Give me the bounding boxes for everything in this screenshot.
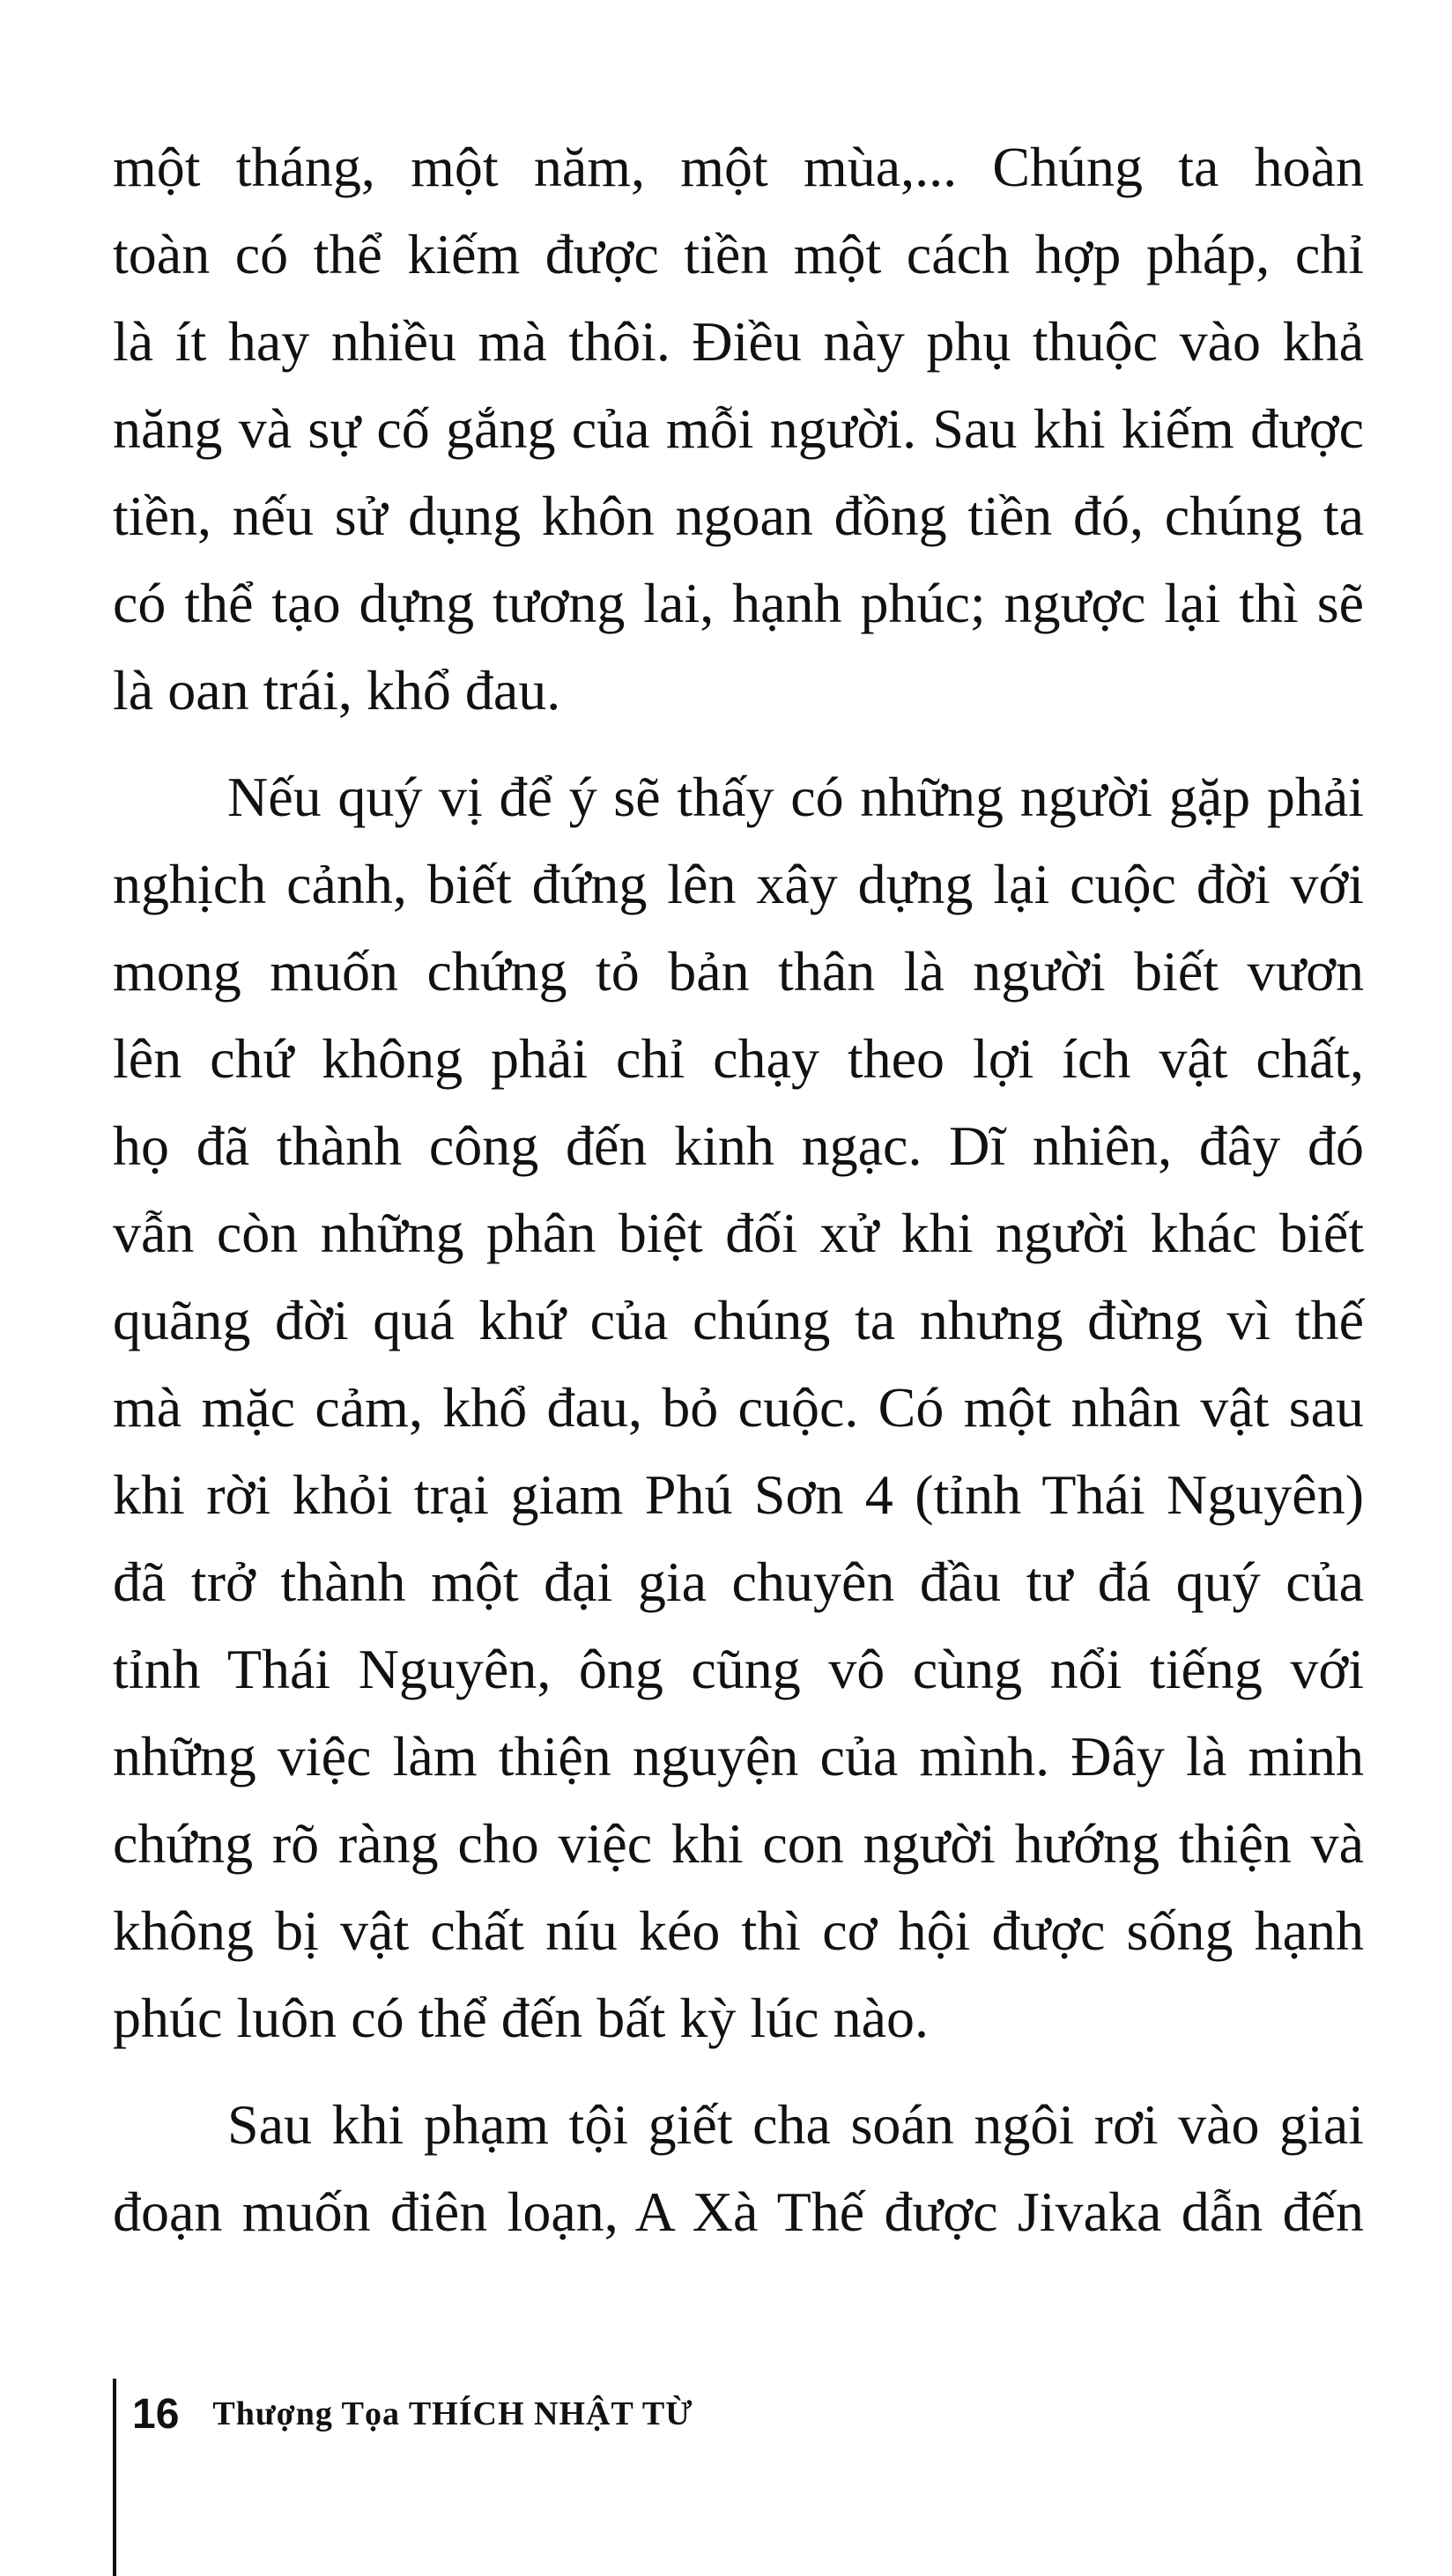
text-line: quãng đời quá khứ của chúng ta nhưng đừng vì thế [113,1289,1364,1351]
running-head: Thượng Tọa THÍCH NHẬT TỪ [212,2395,693,2432]
text-line: một tháng, một năm, một mùa,... Chúng ta hoàn [113,136,1364,198]
text-line: có thể tạo dựng tương lai, hạnh phúc; ngược lại thì sẽ [113,572,1364,634]
paragraph-gap [113,734,1364,753]
text-line: mong muốn chứng tỏ bản thân là người biết vươn [113,940,1364,1003]
text-line: những việc làm thiện nguyện của mình. Đây là minh [113,1725,1364,1788]
paragraph [113,753,1364,2062]
text-line: tiền, nếu sử dụng khôn ngoan đồng tiền đó, chúng ta [113,485,1364,547]
text-line: toàn có thể kiếm được tiền một cách hợp pháp, chỉ [113,223,1364,285]
text-line: là oan trái, khổ đau. [113,659,561,722]
paragraph-gap [113,2062,1364,2081]
text-line: đã trở thành một đại gia chuyên đầu tư đá quý của [113,1551,1364,1613]
text-line: tỉnh Thái Nguyên, ông cũng vô cùng nổi tiếng với [113,1638,1364,1700]
text-line: không bị vật chất níu kéo thì cơ hội được sống hạnh [113,1899,1364,1962]
text-line: phúc luôn có thể đến bất kỳ lúc nào. [113,1987,929,2049]
text-line: mà mặc cảm, khổ đau, bỏ cuộc. Có một nhân vật sau [113,1376,1364,1439]
body-text [113,123,1364,2255]
text-line: vẫn còn những phân biệt đối xử khi người khác biết [113,1202,1364,1264]
paragraph [113,123,1364,734]
text-line: Sau khi phạm tội giết cha soán ngôi rơi vào giai [227,2093,1364,2156]
page-footer [113,2379,693,2449]
text-line: lên chứ không phải chỉ chạy theo lợi ích vật chất, [113,1027,1364,1090]
text-line: khi rời khỏi trại giam Phú Sơn 4 (tỉnh Thái Nguyên) [113,1463,1364,1526]
text-line: Nếu quý vị để ý sẽ thấy có những người gặp phải [227,766,1364,828]
text-line: đoạn muốn điên loạn, A Xà Thế được Jivaka dẫn đến [113,2180,1364,2243]
page-number: 16 [132,2390,180,2438]
text-line: là ít hay nhiều mà thôi. Điều này phụ thuộc vào khả [113,310,1364,373]
text-line: nghịch cảnh, biết đứng lên xây dựng lại cuộc đời với [113,853,1364,915]
text-line: họ đã thành công đến kinh ngạc. Dĩ nhiên, đây đó [113,1114,1364,1177]
text-line: năng và sự cố gắng của mỗi người. Sau khi kiếm được [113,397,1364,460]
text-line: chứng rõ ràng cho việc khi con người hướng thiện và [113,1812,1364,1875]
paragraph [113,2081,1364,2255]
